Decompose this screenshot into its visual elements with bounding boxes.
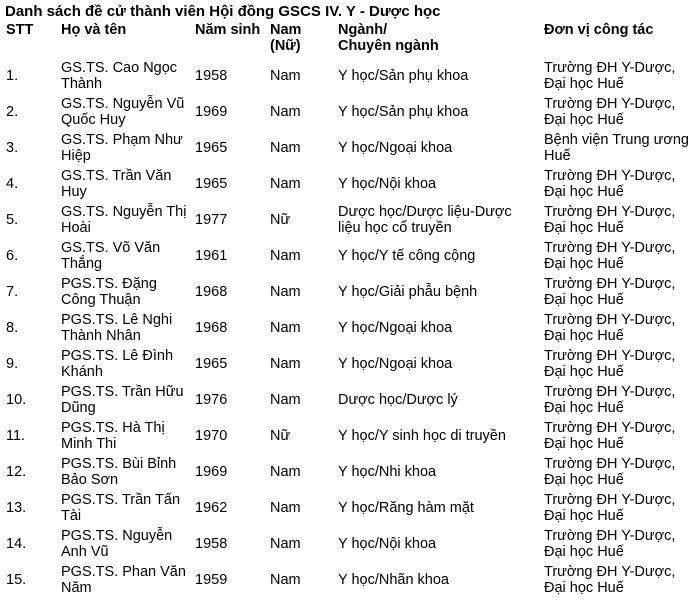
cell-year: 1976 <box>195 392 228 408</box>
cell-unit: Trường ĐH Y-Dược, Đại học Huế <box>544 312 676 344</box>
cell-major: Y học/Y tế công cộng <box>338 248 476 264</box>
cell-sex: Nam <box>270 536 301 552</box>
cell-name: PGS.TS. Đặng Công Thuận <box>61 276 157 308</box>
cell-stt: 12. <box>6 464 27 480</box>
cell-unit: Trường ĐH Y-Dược, Đại học Huế <box>544 240 676 272</box>
cell-name: PGS.TS. Trần Tấn Tài <box>61 492 181 524</box>
cell-stt: 10. <box>6 392 27 408</box>
cell-sex: Nam <box>270 464 301 480</box>
cell-year: 1977 <box>195 212 228 228</box>
cell-major: Dược học/Dược lý <box>338 392 458 408</box>
cell-year: 1969 <box>195 104 228 120</box>
table-row <box>0 490 700 526</box>
cell-stt: 1. <box>6 68 19 84</box>
cell-unit: Trường ĐH Y-Dược, Đại học Huế <box>544 60 676 92</box>
cell-name: PGS.TS. Bùi Bỉnh Bảo Sơn <box>61 456 177 488</box>
cell-major: Y học/Giải phẫu bệnh <box>338 284 478 300</box>
cell-year: 1965 <box>195 356 228 372</box>
cell-unit: Trường ĐH Y-Dược, Đại học Huế <box>544 456 676 488</box>
header-major-line1: Ngành/ <box>338 22 388 38</box>
cell-stt: 9. <box>6 356 19 372</box>
cell-year: 1969 <box>195 464 228 480</box>
table-row <box>0 58 700 94</box>
cell-year: 1962 <box>195 500 228 516</box>
cell-major: Y học/Sản phụ khoa <box>338 104 469 120</box>
cell-sex: Nữ <box>270 212 291 228</box>
header-sex-line1: Nam <box>270 22 302 38</box>
cell-stt: 6. <box>6 248 19 264</box>
cell-year: 1958 <box>195 68 228 84</box>
cell-stt: 15. <box>6 572 27 588</box>
cell-major: Y học/Nhi khoa <box>338 464 437 480</box>
cell-unit: Trường ĐH Y-Dược, Đại học Huế <box>544 420 676 452</box>
cell-name: PGS.TS. Nguyễn Anh Vũ <box>61 528 173 560</box>
cell-year: 1965 <box>195 176 228 192</box>
cell-name: PGS.TS. Trần Hữu Dũng <box>61 384 184 416</box>
cell-name: GS.TS. Phạm Như Hiệp <box>61 132 183 164</box>
cell-name: GS.TS. Nguyễn Vũ Quốc Huy <box>61 96 185 128</box>
table-row <box>0 526 700 562</box>
cell-stt: 7. <box>6 284 19 300</box>
cell-unit: Trường ĐH Y-Dược, Đại học Huế <box>544 384 676 416</box>
cell-major: Y học/Ngoại khoa <box>338 356 453 372</box>
cell-major: Y học/Răng hàm mặt <box>338 500 474 516</box>
page-title: Danh sách đề cử thành viên Hội đồng GSCS IV. Y - Dược học <box>5 3 441 20</box>
cell-stt: 2. <box>6 104 19 120</box>
cell-name: GS.TS. Võ Văn Thắng <box>61 240 161 272</box>
cell-stt: 8. <box>6 320 19 336</box>
cell-stt: 4. <box>6 176 19 192</box>
cell-year: 1968 <box>195 320 228 336</box>
cell-major: Y học/Y sinh học di truyền <box>338 428 506 444</box>
table-row <box>0 130 700 166</box>
cell-major: Y học/Nhãn khoa <box>338 572 449 588</box>
header-name: Họ và tên <box>61 22 127 38</box>
table-row <box>0 562 700 598</box>
table-row <box>0 382 700 418</box>
table-row <box>0 94 700 130</box>
cell-sex: Nam <box>270 500 301 516</box>
cell-unit: Trường ĐH Y-Dược, Đại học Huế <box>544 96 676 128</box>
cell-stt: 11. <box>6 428 26 444</box>
cell-name: PGS.TS. Lê Nghi Thành Nhân <box>61 312 173 344</box>
table-row <box>0 310 700 346</box>
cell-unit: Trường ĐH Y-Dược, Đại học Huế <box>544 168 676 200</box>
table-row <box>0 418 700 454</box>
cell-sex: Nữ <box>270 428 291 444</box>
header-sex-line2: (Nữ) <box>270 38 301 54</box>
cell-name: PGS.TS. Hà Thị Minh Thi <box>61 420 165 452</box>
cell-sex: Nam <box>270 68 301 84</box>
table-header-row <box>0 22 700 58</box>
cell-stt: 5. <box>6 212 19 228</box>
table-row <box>0 166 700 202</box>
header-sex <box>264 22 332 58</box>
cell-name: GS.TS. Nguyễn Thị Hoài <box>61 204 187 236</box>
cell-major: Y học/Nội khoa <box>338 536 437 552</box>
cell-year: 1959 <box>195 572 228 588</box>
cell-sex: Nam <box>270 356 301 372</box>
cell-unit: Trường ĐH Y-Dược, Đại học Huế <box>544 492 676 524</box>
cell-name: PGS.TS. Phan Văn Năm <box>61 564 186 596</box>
cell-major: Y học/Nội khoa <box>338 176 437 192</box>
cell-name: GS.TS. Trần Văn Huy <box>61 168 172 200</box>
cell-year: 1970 <box>195 428 228 444</box>
table-row <box>0 202 700 238</box>
cell-sex: Nam <box>270 284 301 300</box>
cell-unit: Bệnh viện Trung ương Huế <box>544 132 689 164</box>
cell-unit: Trường ĐH Y-Dược, Đại học Huế <box>544 348 676 380</box>
table-row <box>0 238 700 274</box>
cell-sex: Nam <box>270 320 301 336</box>
cell-name: PGS.TS. Lê Đình Khánh <box>61 348 174 380</box>
cell-sex: Nam <box>270 572 301 588</box>
table-row <box>0 274 700 310</box>
cell-sex: Nam <box>270 176 301 192</box>
header-major-line2: Chuyên ngành <box>338 38 439 54</box>
cell-sex: Nam <box>270 140 301 156</box>
cell-sex: Nam <box>270 104 301 120</box>
header-unit: Đơn vị công tác <box>544 22 654 38</box>
cell-year: 1968 <box>195 284 228 300</box>
header-major <box>332 22 538 58</box>
cell-unit: Trường ĐH Y-Dược, Đại học Huế <box>544 276 676 308</box>
cell-sex: Nam <box>270 392 301 408</box>
cell-sex: Nam <box>270 248 301 264</box>
cell-major: Y học/Ngoại khoa <box>338 320 453 336</box>
nominee-table <box>0 22 700 598</box>
cell-stt: 13. <box>6 500 27 516</box>
cell-year: 1958 <box>195 536 228 552</box>
cell-year: 1965 <box>195 140 228 156</box>
table-row <box>0 346 700 382</box>
cell-unit: Trường ĐH Y-Dược, Đại học Huế <box>544 204 676 236</box>
header-year: Năm sinh <box>195 22 261 38</box>
cell-year: 1961 <box>195 248 228 264</box>
cell-unit: Trường ĐH Y-Dược, Đại học Huế <box>544 528 676 560</box>
cell-name: GS.TS. Cao Ngọc Thành <box>61 60 178 92</box>
cell-major: Y học/Sản phụ khoa <box>338 68 469 84</box>
cell-unit: Trường ĐH Y-Dược, Đại học Huế <box>544 564 676 596</box>
cell-stt: 14. <box>6 536 27 552</box>
cell-stt: 3. <box>6 140 19 156</box>
cell-major: Dược học/Dược liệu-Dược liệu học cổ truyền <box>338 204 512 236</box>
table-row <box>0 454 700 490</box>
header-stt: STT <box>6 22 34 38</box>
cell-major: Y học/Ngoại khoa <box>338 140 453 156</box>
